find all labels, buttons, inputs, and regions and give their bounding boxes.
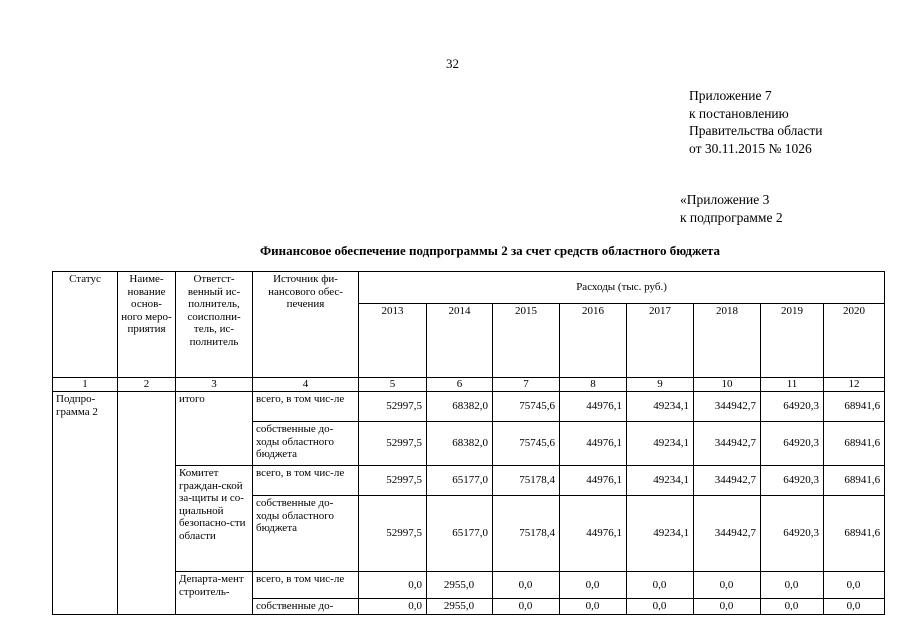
value-cell: 52997,5 [359, 496, 427, 572]
value-cell: 344942,7 [694, 466, 761, 496]
source-cell: собственные до-ходы областного бюджета [253, 422, 359, 466]
value-cell: 68382,0 [427, 392, 493, 422]
value-cell: 0,0 [694, 572, 761, 599]
column-number: 4 [253, 378, 359, 392]
value-cell: 49234,1 [627, 496, 694, 572]
source-cell: собственные до-ходы областного бюджета [253, 496, 359, 572]
value-cell: 68941,6 [824, 422, 885, 466]
value-cell: 64920,3 [761, 466, 824, 496]
header-executor: Ответст-венный ис-полнитель, соисполни-тель, ис-полнитель [176, 272, 253, 378]
value-cell: 0,0 [761, 572, 824, 599]
page-number: 32 [446, 56, 459, 71]
value-cell: 49234,1 [627, 392, 694, 422]
header-expenses: Расходы (тыс. руб.) [359, 272, 885, 304]
appendix-line: к постановлению [689, 105, 789, 121]
document-title: Финансовое обеспечение подпрограммы 2 за счет средств областного бюджета [259, 243, 721, 258]
appendix-line: Правительства области [689, 123, 823, 138]
appendix-reference [680, 191, 783, 226]
executor-cell: Комитет граждан-ской за-щиты и со-циальной безопасно-сти области [176, 466, 253, 572]
value-cell: 0,0 [627, 572, 694, 599]
header-year: 2019 [761, 304, 824, 378]
value-cell: 68941,6 [824, 496, 885, 572]
table-row [53, 572, 885, 599]
value-cell: 44976,1 [560, 392, 627, 422]
column-number: 7 [493, 378, 560, 392]
appendix-line: от 30.11.2015 № 1026 [689, 140, 812, 156]
name-cell [118, 392, 176, 615]
value-cell: 2955,0 [427, 572, 493, 599]
value-cell: 52997,5 [359, 422, 427, 466]
value-cell: 0,0 [824, 599, 885, 615]
column-number: 5 [359, 378, 427, 392]
value-cell: 44976,1 [560, 422, 627, 466]
value-cell: 65177,0 [427, 466, 493, 496]
header-year: 2018 [694, 304, 761, 378]
value-cell: 0,0 [560, 572, 627, 599]
executor-cell: Департа-мент строитель- [176, 572, 253, 615]
value-cell: 52997,5 [359, 466, 427, 496]
appendix-ref-line: к подпрограмме 2 [680, 209, 783, 225]
source-cell: собственные до- [253, 599, 359, 615]
header-year: 2017 [627, 304, 694, 378]
value-cell: 0,0 [359, 599, 427, 615]
value-cell: 75745,6 [493, 392, 560, 422]
column-number: 8 [560, 378, 627, 392]
value-cell: 344942,7 [694, 392, 761, 422]
value-cell: 344942,7 [694, 496, 761, 572]
value-cell: 0,0 [761, 599, 824, 615]
column-number: 9 [627, 378, 694, 392]
executor-cell: итого [176, 392, 253, 466]
header-source: Источник фи-нансового обес-печения [253, 272, 359, 378]
value-cell: 44976,1 [560, 466, 627, 496]
header-year: 2016 [560, 304, 627, 378]
value-cell: 344942,7 [694, 422, 761, 466]
source-cell: всего, в том чис-ле [253, 572, 359, 599]
value-cell: 0,0 [694, 599, 761, 615]
value-cell: 64920,3 [761, 422, 824, 466]
source-cell: всего, в том чис-ле [253, 466, 359, 496]
value-cell: 65177,0 [427, 496, 493, 572]
status-cell: Подпро-грамма 2 [53, 392, 118, 615]
header-year: 2020 [824, 304, 885, 378]
value-cell: 52997,5 [359, 392, 427, 422]
column-number: 10 [694, 378, 761, 392]
appendix-ref-line: «Приложение 3 [680, 192, 770, 207]
column-number: 6 [427, 378, 493, 392]
value-cell: 68382,0 [427, 422, 493, 466]
value-cell: 44976,1 [560, 496, 627, 572]
value-cell: 0,0 [824, 572, 885, 599]
source-cell: всего, в том чис-ле [253, 392, 359, 422]
financing-table [52, 271, 885, 615]
value-cell: 75178,4 [493, 466, 560, 496]
column-number: 12 [824, 378, 885, 392]
value-cell: 0,0 [560, 599, 627, 615]
value-cell: 68941,6 [824, 466, 885, 496]
column-number: 2 [118, 378, 176, 392]
appendix-header [689, 87, 822, 157]
value-cell: 0,0 [493, 572, 560, 599]
header-year: 2014 [427, 304, 493, 378]
value-cell: 0,0 [493, 599, 560, 615]
value-cell: 0,0 [627, 599, 694, 615]
value-cell: 49234,1 [627, 422, 694, 466]
value-cell: 64920,3 [761, 392, 824, 422]
column-number: 3 [176, 378, 253, 392]
appendix-line: Приложение 7 [689, 88, 772, 103]
header-name: Наиме-нование основ-ного меро-приятия [118, 272, 176, 378]
value-cell: 0,0 [359, 572, 427, 599]
value-cell: 68941,6 [824, 392, 885, 422]
value-cell: 64920,3 [761, 496, 824, 572]
column-number: 1 [53, 378, 118, 392]
header-year: 2015 [493, 304, 560, 378]
header-status: Статус [53, 272, 118, 378]
value-cell: 75745,6 [493, 422, 560, 466]
column-number: 11 [761, 378, 824, 392]
table-row [53, 392, 885, 422]
table-row [53, 466, 885, 496]
value-cell: 49234,1 [627, 466, 694, 496]
value-cell: 2955,0 [427, 599, 493, 615]
header-year: 2013 [359, 304, 427, 378]
value-cell: 75178,4 [493, 496, 560, 572]
